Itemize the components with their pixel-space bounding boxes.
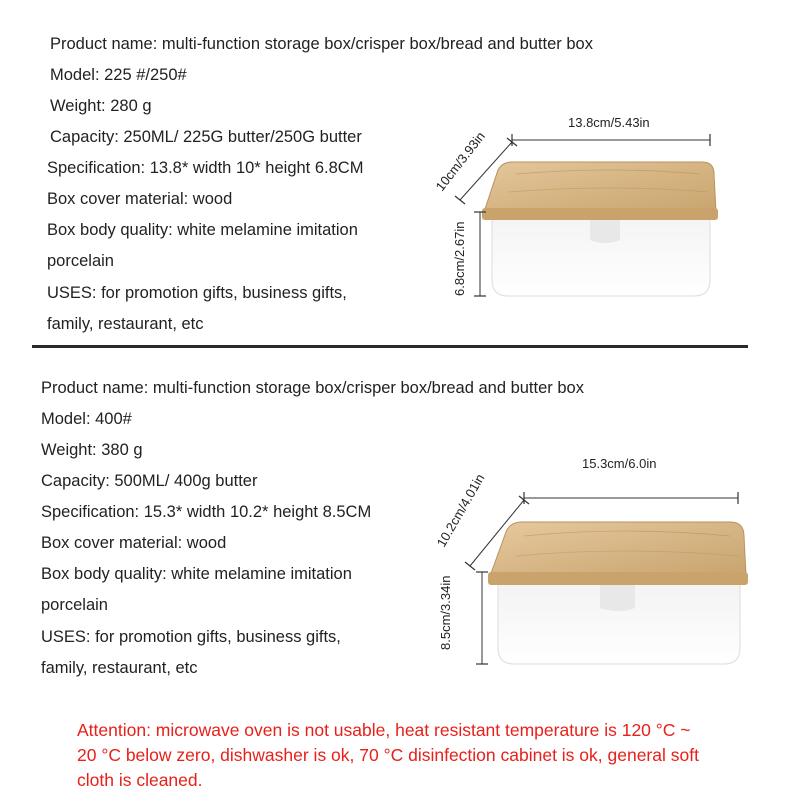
uses-line-cont: family, restaurant, etc — [47, 315, 204, 333]
length-dimension-line — [524, 492, 738, 504]
width-label: 10.2cm/4.01in — [433, 471, 488, 550]
uses-line: USES: for promotion gifts, business gifts, — [47, 284, 347, 302]
body-quality-line-cont: porcelain — [47, 252, 114, 270]
height-label: 6.8cm/2.67in — [452, 221, 467, 296]
attention-notice — [77, 718, 767, 793]
weight-line: Weight: 380 g — [41, 441, 143, 459]
length-dimension-line — [512, 134, 710, 146]
wooden-lid — [488, 522, 748, 585]
body-quality-line-cont: porcelain — [41, 596, 108, 614]
box-body — [492, 218, 710, 296]
specification-line: Specification: 15.3* width 10.2* height 8.5CM — [41, 503, 372, 521]
uses-line: USES: for promotion gifts, business gifts, — [41, 628, 341, 646]
product-1-figure — [420, 100, 740, 310]
attention-line: 20 °C below zero, dishwasher is ok, 70 °C disinfection cabinet is ok, general soft — [77, 745, 699, 765]
height-dimension-line — [476, 572, 488, 664]
model-line: Model: 225 #/250# — [50, 66, 187, 84]
wooden-lid — [482, 162, 718, 220]
length-label: 13.8cm/5.43in — [568, 115, 650, 130]
length-label: 15.3cm/6.0in — [582, 456, 657, 471]
height-label: 8.5cm/3.34in — [438, 575, 453, 650]
box-body — [498, 583, 740, 664]
capacity-line: Capacity: 250ML/ 225G butter/250G butter — [50, 128, 362, 146]
cover-material-line: Box cover material: wood — [47, 190, 233, 208]
section-divider — [32, 345, 748, 348]
attention-line: cloth is cleaned. — [77, 770, 203, 790]
height-dimension-line — [474, 212, 486, 296]
width-label: 10cm/3.93in — [432, 128, 488, 194]
specification-line: Specification: 13.8* width 10* height 6.8CM — [47, 159, 364, 177]
product-name-line: Product name: multi-function storage box/crisper box/bread and butter box — [41, 379, 584, 397]
capacity-line: Capacity: 500ML/ 400g butter — [41, 472, 258, 490]
product-2-figure — [420, 448, 760, 678]
body-quality-line: Box body quality: white melamine imitation — [41, 565, 352, 583]
model-line: Model: 400# — [41, 410, 132, 428]
cover-material-line: Box cover material: wood — [41, 534, 227, 552]
attention-line: Attention: microwave oven is not usable, heat resistant temperature is 120 °C ~ — [77, 720, 691, 740]
weight-line: Weight: 280 g — [50, 97, 152, 115]
body-quality-line: Box body quality: white melamine imitation — [47, 221, 358, 239]
uses-line-cont: family, restaurant, etc — [41, 659, 198, 677]
product-name-line: Product name: multi-function storage box/crisper box/bread and butter box — [50, 35, 593, 53]
